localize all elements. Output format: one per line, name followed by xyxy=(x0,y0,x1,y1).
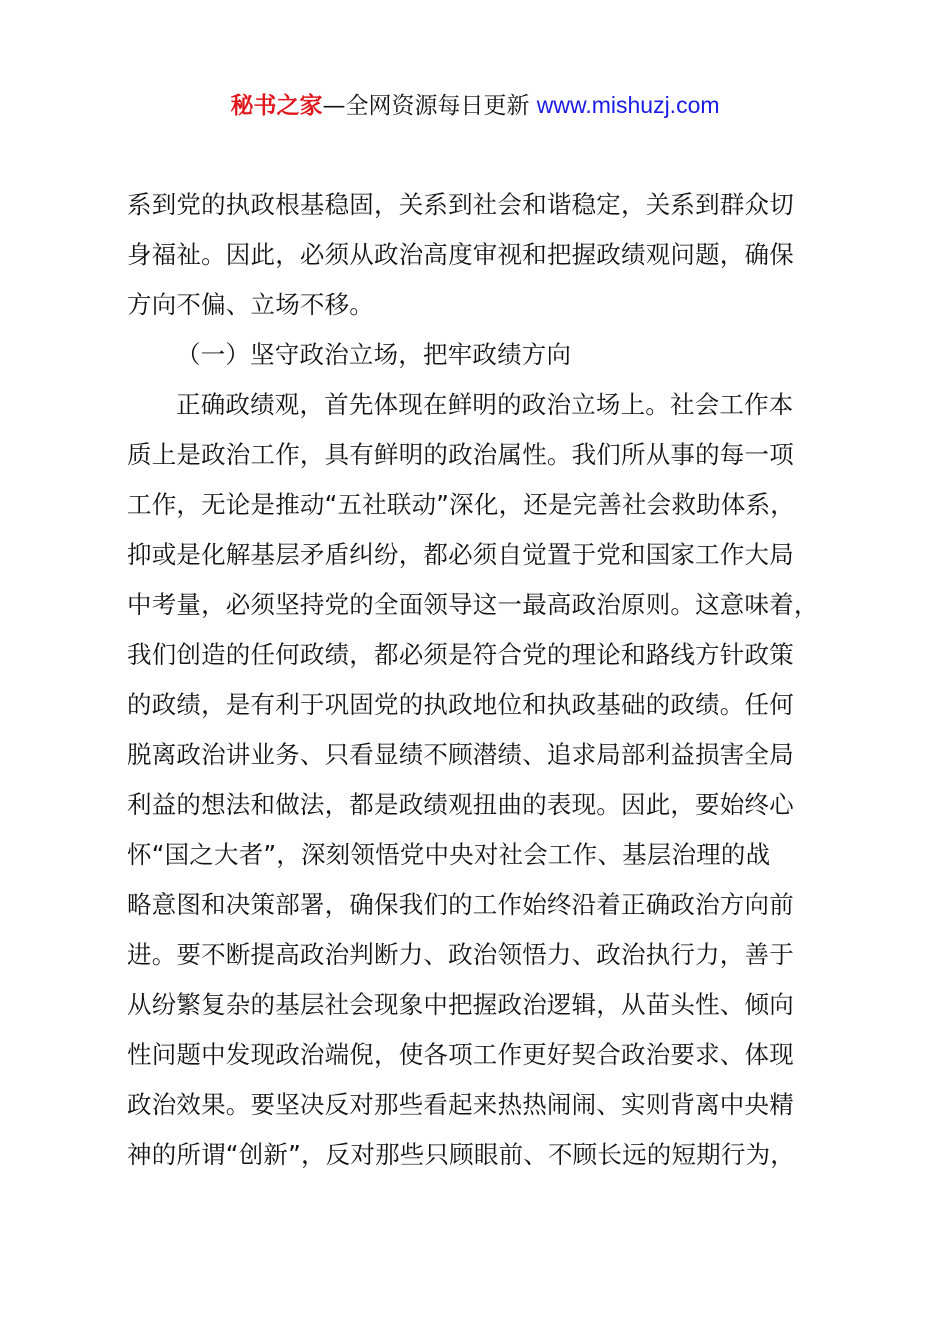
text-line-13: 利益的想法和做法，都是政绩观扭曲的表现。因此，要始终心 xyxy=(127,790,794,819)
brand-name: 秘书之家 xyxy=(230,93,323,119)
text-line-8: 抑或是化解基层矛盾纠纷，都必须自觉置于党和国家工作大局 xyxy=(127,540,794,569)
website-link[interactable]: www.mishuzj.com xyxy=(536,92,720,118)
text-line-11: 的政绩，是有利于巩固党的执政地位和执政基础的政绩。任何 xyxy=(127,690,794,719)
document-body xyxy=(127,180,827,1180)
text-line-2: 身福祉。因此，必须从政治高度审视和把握政绩观问题，确保 xyxy=(127,240,794,269)
text-line-10: 我们创造的任何政绩，都必须是符合党的理论和路线方针政策 xyxy=(127,640,794,669)
text-line-17: 从纷繁复杂的基层社会现象中把握政治逻辑，从苗头性、倾向 xyxy=(127,990,794,1019)
text-line-16: 进。要不断提高政治判断力、政治领悟力、政治执行力，善于 xyxy=(127,940,794,969)
text-line-9: 中考量，必须坚持党的全面领导这一最高政治原则。这意味着， xyxy=(127,590,819,619)
text-line-19: 政治效果。要坚决反对那些看起来热热闹闹、实则背离中央精 xyxy=(127,1090,794,1119)
text-line-1: 系到党的执政根基稳固，关系到社会和谐稳定，关系到群众切 xyxy=(127,190,794,219)
section-heading: （一）坚守政治立场，把牢政绩方向 xyxy=(176,340,572,369)
text-line-14: 怀“国之大者”，深刻领悟党中央对社会工作、基层治理的战 xyxy=(127,840,771,869)
page-header xyxy=(0,88,950,123)
header-tagline: —全网资源每日更新 xyxy=(322,93,530,119)
text-line-20: 神的所谓“创新”，反对那些只顾眼前、不顾长远的短期行为， xyxy=(127,1140,795,1169)
text-line-5: 正确政绩观，首先体现在鲜明的政治立场上。社会工作本 xyxy=(176,390,794,419)
text-line-3: 方向不偏、立场不移。 xyxy=(127,290,374,319)
text-line-18: 性问题中发现政治端倪，使各项工作更好契合政治要求、体现 xyxy=(127,1040,794,1069)
text-line-7: 工作，无论是推动“五社联动”深化，还是完善社会救助体系， xyxy=(127,490,795,519)
text-line-12: 脱离政治讲业务、只看显绩不顾潜绩、追求局部利益损害全局 xyxy=(127,740,794,769)
text-line-6: 质上是政治工作，具有鲜明的政治属性。我们所从事的每一项 xyxy=(127,440,794,469)
text-line-15: 略意图和决策部署，确保我们的工作始终沿着正确政治方向前 xyxy=(127,890,794,919)
